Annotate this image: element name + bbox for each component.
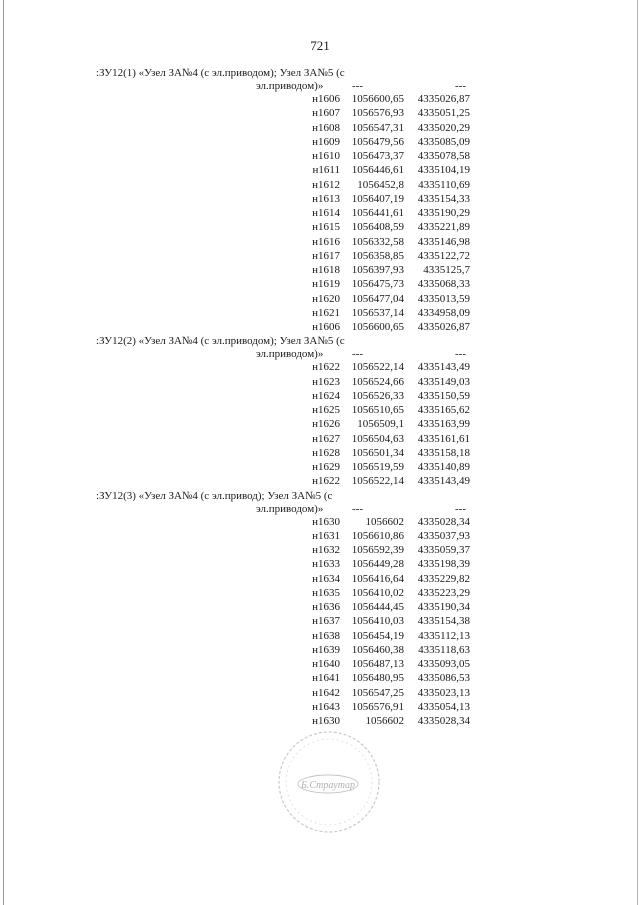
point-id: н1638 <box>312 629 340 642</box>
point-id: н1631 <box>312 529 340 542</box>
coordinate-row <box>96 250 476 264</box>
coord-x: 1056600,65 <box>351 93 404 105</box>
coordinate-row <box>96 601 476 615</box>
coord-x: 1056449,28 <box>351 558 404 571</box>
coordinate-row <box>96 573 476 587</box>
coordinate-row <box>96 516 476 530</box>
coord-x: 1056509,1 <box>357 418 404 431</box>
coordinate-row <box>96 404 476 418</box>
coord-x: 1056547,25 <box>351 686 404 699</box>
coord-y: 4335093,05 <box>417 658 470 670</box>
point-id: н1637 <box>312 615 340 628</box>
coordinate-row <box>96 361 476 375</box>
coord-x: 1056602 <box>365 515 404 528</box>
coord-x: 1056410,03 <box>351 615 404 628</box>
coord-y: 4335154,33 <box>417 192 470 205</box>
coordinate-row <box>96 221 476 235</box>
coord-x: 1056397,93 <box>351 264 404 276</box>
coord-y: 4335037,93 <box>417 529 470 542</box>
coord-x: 1056454,19 <box>351 629 404 642</box>
coord-y: 4335140,89 <box>417 461 470 473</box>
coordinate-row <box>96 558 476 572</box>
coord-y: 4335198,39 <box>417 558 470 571</box>
coordinate-row <box>96 164 476 178</box>
scan-edge-right <box>637 0 638 905</box>
parcel-title <box>96 67 476 93</box>
dash-x: --- <box>352 502 363 515</box>
coordinate-row <box>96 587 476 601</box>
coord-x: 1056592,39 <box>351 544 404 556</box>
coordinate-row <box>96 179 476 193</box>
dash-y: --- <box>455 80 466 92</box>
dash-y: --- <box>455 502 466 515</box>
svg-text:Б.Страутар: Б.Страутар <box>300 780 356 791</box>
coord-x: 1056452,8 <box>357 178 404 191</box>
parcel-title <box>96 490 476 516</box>
point-id: н1627 <box>312 432 340 445</box>
point-id: н1625 <box>312 404 340 416</box>
coord-y: 4335112,13 <box>418 629 470 642</box>
coord-y: 4335125,7 <box>423 264 470 276</box>
coord-y: 4335028,34 <box>417 515 470 528</box>
coord-x: 1056510,65 <box>351 404 404 416</box>
coord-y: 4335051,25 <box>417 107 470 120</box>
point-id: н1616 <box>312 235 340 248</box>
coord-y: 4335078,58 <box>417 150 470 162</box>
coordinate-row <box>96 207 476 221</box>
point-id: н1620 <box>312 292 340 305</box>
parcel-title-line2 <box>96 348 476 361</box>
point-id: н1635 <box>312 586 340 599</box>
coord-x: 1056547,31 <box>351 121 404 134</box>
coord-y: 4335068,33 <box>417 278 470 291</box>
point-id: н1633 <box>312 558 340 571</box>
dash-x: --- <box>352 348 363 361</box>
coord-x: 1056410,02 <box>351 586 404 599</box>
coord-x: 1056576,91 <box>351 700 404 713</box>
coord-y: 4335122,72 <box>417 249 470 262</box>
coord-y: 4335190,29 <box>417 207 470 219</box>
coord-y: 4335221,89 <box>417 221 470 234</box>
coordinate-row <box>96 461 476 475</box>
coord-x: 1056600,65 <box>351 321 404 333</box>
point-id: н1622 <box>312 475 340 488</box>
coord-x: 1056446,61 <box>351 164 404 177</box>
coord-y: 4335190,34 <box>417 601 470 613</box>
coord-y: 4335026,87 <box>417 93 470 105</box>
point-id: н1610 <box>312 150 340 162</box>
coord-y: 4335013,59 <box>417 292 470 305</box>
coord-y: 4335110,69 <box>418 178 470 191</box>
scan-edge-left <box>3 0 4 905</box>
point-id: н1630 <box>312 715 340 727</box>
coord-x: 1056501,34 <box>351 446 404 459</box>
coordinate-row <box>96 672 476 686</box>
point-id: н1639 <box>312 643 340 656</box>
coordinate-row <box>96 376 476 390</box>
coord-y: 4335086,53 <box>417 672 470 685</box>
coord-y: 4335146,98 <box>417 235 470 248</box>
coord-x: 1056479,56 <box>351 135 404 148</box>
coordinate-row <box>96 544 476 558</box>
dash-y: --- <box>455 348 466 361</box>
coordinate-row <box>96 93 476 107</box>
point-id: н1628 <box>312 446 340 459</box>
coordinate-row <box>96 447 476 461</box>
point-id: н1615 <box>312 221 340 234</box>
point-id: н1617 <box>312 249 340 262</box>
coord-y: 4335229,82 <box>417 572 470 585</box>
point-id: н1609 <box>312 135 340 148</box>
coordinate-row <box>96 475 476 489</box>
parcel-section <box>96 67 476 335</box>
coordinate-row <box>96 701 476 715</box>
point-id: н1622 <box>312 361 340 374</box>
coord-y: 4335165,62 <box>417 404 470 416</box>
coordinate-row <box>96 236 476 250</box>
coordinate-row <box>96 644 476 658</box>
coord-x: 1056477,04 <box>351 292 404 305</box>
coord-x: 1056537,14 <box>351 306 404 319</box>
parcel-title-line1: :ЗУ12(1) «Узел ЗА№4 (с эл.приводом); Узел ЗА№5 (с <box>96 67 345 79</box>
coordinate-row <box>96 150 476 164</box>
coord-x: 1056475,73 <box>351 278 404 291</box>
point-id: н1608 <box>312 121 340 134</box>
coord-y: 4335161,61 <box>417 432 470 445</box>
parcel-title-line1: :ЗУ12(2) «Узел ЗА№4 (с эл.приводом); Узел ЗА№5 (с <box>96 335 345 348</box>
coord-x: 1056407,19 <box>351 192 404 205</box>
coord-x: 1056522,14 <box>351 361 404 374</box>
coord-y: 4335118,63 <box>418 643 470 656</box>
coord-x: 1056444,45 <box>351 601 404 613</box>
point-id: н1621 <box>312 306 340 319</box>
point-id: н1619 <box>312 278 340 291</box>
coord-y: 4335149,03 <box>417 375 470 388</box>
point-id: н1607 <box>312 107 340 120</box>
coord-x: 1056441,61 <box>351 207 404 219</box>
point-id: н1611 <box>312 164 340 177</box>
coord-y: 4335054,13 <box>417 700 470 713</box>
point-id: н1606 <box>312 321 340 333</box>
point-id: н1630 <box>312 515 340 528</box>
parcel-title-line2 <box>96 503 476 516</box>
coord-x: 1056526,33 <box>351 389 404 402</box>
coordinate-row <box>96 630 476 644</box>
coordinate-row <box>96 193 476 207</box>
coord-y: 4335143,49 <box>417 475 470 488</box>
coord-x: 1056487,13 <box>351 658 404 670</box>
coord-x: 1056610,86 <box>351 529 404 542</box>
coordinate-listing <box>96 67 476 729</box>
coordinate-row <box>96 390 476 404</box>
coord-y: 4335028,34 <box>417 715 470 727</box>
coord-y: 4335085,09 <box>417 135 470 148</box>
coord-y: 4335023,13 <box>417 686 470 699</box>
point-id: н1629 <box>312 461 340 473</box>
coordinate-row <box>96 615 476 629</box>
coordinate-row <box>96 307 476 321</box>
coordinate-row <box>96 433 476 447</box>
point-id: н1624 <box>312 389 340 402</box>
coord-x: 1056460,38 <box>351 643 404 656</box>
parcel-section <box>96 490 476 730</box>
parcel-title-line2-text: эл.приводом)» <box>256 348 324 361</box>
point-id: н1641 <box>312 672 340 685</box>
coord-y: 4335059,37 <box>417 544 470 556</box>
coord-y: 4335104,19 <box>417 164 470 177</box>
coord-x: 1056522,14 <box>351 475 404 488</box>
point-id: н1640 <box>312 658 340 670</box>
coord-x: 1056602 <box>365 715 404 727</box>
coord-y: 4335154,38 <box>417 615 470 628</box>
coord-x: 1056504,63 <box>351 432 404 445</box>
coordinate-row <box>96 122 476 136</box>
point-id: н1626 <box>312 418 340 431</box>
coord-y: 4335143,49 <box>417 361 470 374</box>
point-id: н1606 <box>312 93 340 105</box>
coord-x: 1056408,59 <box>351 221 404 234</box>
parcel-title-line2 <box>96 80 476 93</box>
coord-y: 4335150,59 <box>417 389 470 402</box>
coord-y: 4335158,18 <box>417 446 470 459</box>
point-id: н1613 <box>312 192 340 205</box>
point-id: н1618 <box>312 264 340 276</box>
coordinate-row <box>96 321 476 335</box>
coordinate-row <box>96 418 476 432</box>
point-id: н1643 <box>312 700 340 713</box>
point-id: н1632 <box>312 544 340 556</box>
parcel-title-line2-text: эл.приводом)» <box>256 502 324 515</box>
coordinate-row <box>96 530 476 544</box>
coord-x: 1056358,85 <box>351 249 404 262</box>
point-id: н1623 <box>312 375 340 388</box>
point-id: н1612 <box>312 178 340 191</box>
coord-x: 1056416,64 <box>351 572 404 585</box>
coord-y: 4335026,87 <box>417 321 470 333</box>
parcel-section <box>96 335 476 489</box>
point-id: н1642 <box>312 686 340 699</box>
coord-y: 4334958,09 <box>417 306 470 319</box>
coord-x: 1056332,58 <box>351 235 404 248</box>
coord-x: 1056576,93 <box>351 107 404 120</box>
point-id: н1614 <box>312 207 340 219</box>
coordinate-row <box>96 658 476 672</box>
coord-y: 4335223,29 <box>417 586 470 599</box>
dash-x: --- <box>352 80 363 92</box>
coord-x: 1056519,59 <box>351 461 404 473</box>
coordinate-row <box>96 107 476 121</box>
coordinate-row <box>96 264 476 278</box>
coord-x: 1056524,66 <box>351 375 404 388</box>
parcel-title-line2-text: эл.приводом)» <box>256 80 324 92</box>
coord-y: 4335020,29 <box>417 121 470 134</box>
coordinate-row <box>96 278 476 292</box>
coordinate-row <box>96 687 476 701</box>
coordinate-row <box>96 293 476 307</box>
point-id: н1636 <box>312 601 340 613</box>
page-number: 721 <box>310 38 330 53</box>
parcel-title-line1: :ЗУ12(3) «Узел ЗА№4 (с эл.привод); Узел ЗА№5 (с <box>96 489 333 502</box>
point-id: н1634 <box>312 572 340 585</box>
coordinate-row <box>96 136 476 150</box>
round-stamp <box>275 728 383 836</box>
coord-x: 1056480,95 <box>351 672 404 685</box>
parcel-title <box>96 335 476 361</box>
coord-x: 1056473,37 <box>351 150 404 162</box>
coord-y: 4335163,99 <box>417 418 470 431</box>
